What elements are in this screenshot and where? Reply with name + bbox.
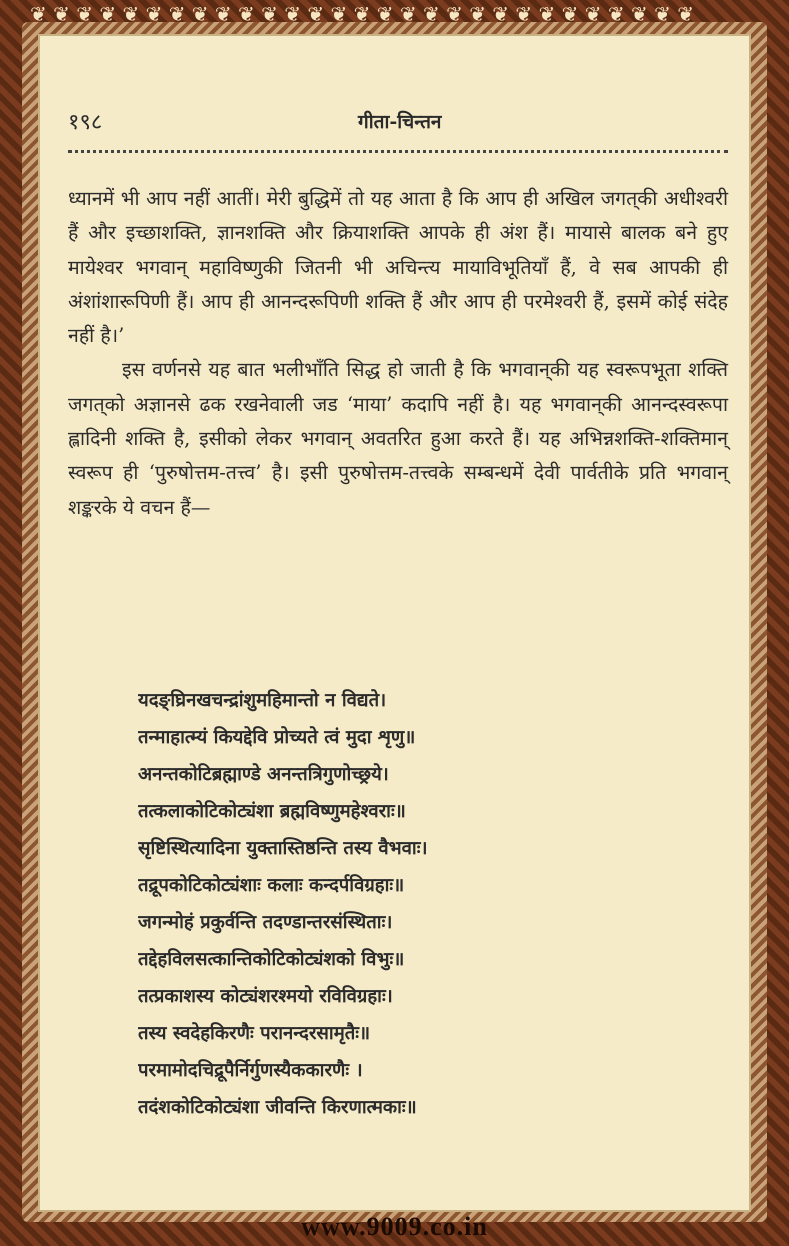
verse-line: तत्प्रकाशस्य कोट्यंशरश्मयो रविविग्रहाः।: [138, 986, 393, 1007]
website-watermark: www.9009.co.in: [301, 1212, 488, 1241]
header-divider: [68, 150, 728, 153]
page-number: १९८: [68, 110, 103, 135]
verse-line: तस्य स्वदेहकिरणैः परानन्दरसामृतैः॥: [138, 1023, 371, 1044]
verse-block: [138, 682, 658, 1126]
running-title: गीता-चिन्तन: [358, 111, 442, 133]
verse-line: यदङ्घ्रिनखचन्द्रांशुमहिमान्तो न विद्यते।: [138, 690, 387, 711]
border-ornament-icon: ❦ ❦ ❦ ❦ ❦ ❦ ❦ ❦ ❦ ❦ ❦ ❦ ❦ ❦ ❦ ❦ ❦ ❦ ❦ ❦ ❦ ❦ ❦ ❦ ❦ ❦ ❦ ❦ ❦: [30, 2, 694, 26]
paragraph: ध्यानमें भी आप नहीं आतीं। मेरी बुद्धिमें तो यह आता है कि आप ही अखिल जगत्‌की अधीश्वरी हैं और इच्छाशक्ति, ज्ञानशक्ति और क्रियाशक्ति आपके ही अंश हैं। मायासे बालक बने हुए मायेश्वर भगवान् महाविष्णुकी जितनी भी अचिन्त्य मायाविभूतियाँ हैं, वे सब आपकी ही अंशांशारूपिणी हैं। आप ही आनन्दरूपिणी शक्ति हैं और आप ही परमेश्वरी हैं, इसमें कोई संदेह नहीं है।’: [68, 187, 728, 348]
verse-line: सृष्टिस्थित्यादिना युक्तास्तिष्ठन्ति तस्य वैभवाः।: [138, 838, 428, 859]
verse-line: जगन्मोहं प्रकुर्वन्ति तदण्डान्तरसंस्थिताः।: [138, 912, 393, 933]
page-header: [68, 106, 718, 136]
verse-line: तद्देहविलसत्कान्तिकोटिकोट्यंशको विभुः॥: [138, 949, 405, 970]
verse-line: तदंशकोटिकोट्यंशा जीवन्ति किरणात्मकाः॥: [138, 1097, 417, 1118]
verse-line: अनन्तकोटिब्रह्माण्डे अनन्तत्रिगुणोच्छ्रये।: [138, 764, 389, 785]
verse-line: तत्कलाकोटिकोट्यंशा ब्रह्मविष्णुमहेश्वराः॥: [138, 801, 406, 822]
verse-line: तन्माहात्म्यं कियद्देवि प्रोच्यते त्वं मुदा शृणु॥: [138, 727, 416, 748]
verse-line: तद्रूपकोटिकोट्यंशाः कलाः कन्दर्पविग्रहाः॥: [138, 875, 405, 896]
verse-line: परमामोदचिद्रूपैर्निर्गुणस्यैककारणैः ।: [138, 1060, 363, 1081]
paragraph: इस वर्णनसे यह बात भलीभाँति सिद्ध हो जाती है कि भगवान्‌की यह स्वरूपभूता शक्ति जगत्‌को अज्ञानसे ढक रखनेवाली जड ‘माया’ कदापि नहीं है। यह भगवान्‌की आनन्दस्वरूपा ह्लादिनी शक्ति है, इसीको लेकर भगवान् अवतरित हुआ करते हैं। यह अभिन्नशक्ति-शक्तिमान् स्वरूप ही ‘पुरुषोत्तम-तत्त्व’ है। इसी पुरुषोत्तम-तत्त्वके सम्बन्धमें देवी पार्वतीके प्रति भगवान् शङ्करके ये वचन हैं—: [68, 358, 728, 519]
book-page: [38, 34, 751, 1212]
body-text: [68, 182, 728, 525]
